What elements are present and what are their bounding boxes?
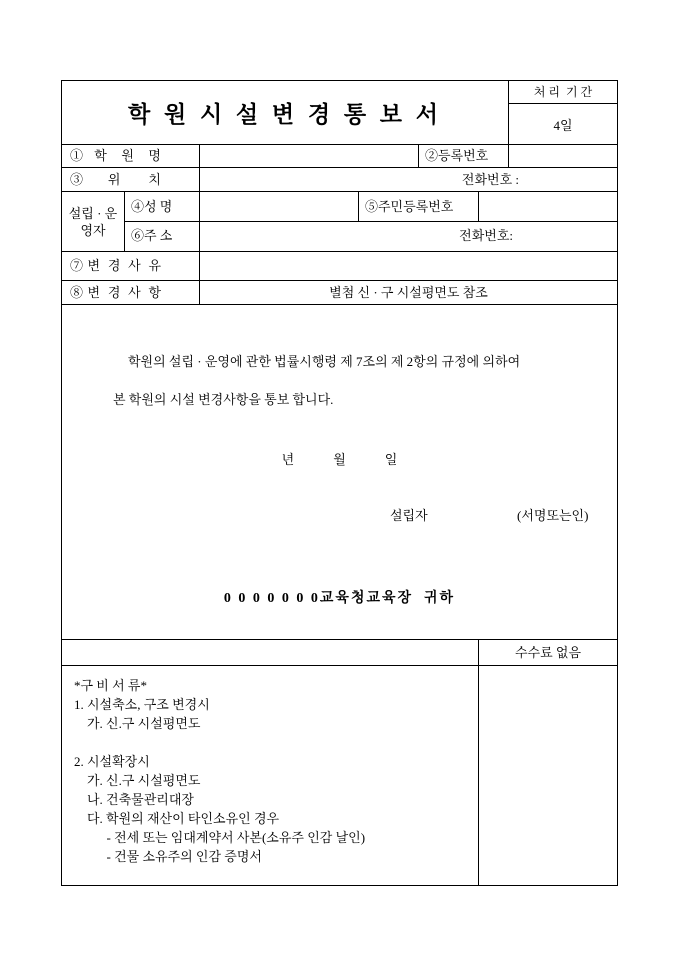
fee-row: [62, 640, 617, 666]
required-documents-list: [62, 666, 479, 885]
registration-no-value-cell: [509, 145, 617, 167]
doc-line: [74, 733, 474, 752]
form-title: 학 원 시 설 변 경 통 보 서: [62, 81, 509, 144]
location-phone-label: 전화번호 :: [461, 172, 519, 187]
founder-group-label: 설립 · 운영자: [62, 192, 125, 251]
address-phone-label: 전화번호:: [459, 228, 513, 243]
founder-address-row: [125, 222, 617, 251]
founder-name-label: ④성 명: [125, 192, 200, 221]
doc-line: 1. 시설축소, 구조 변경시: [74, 697, 210, 712]
fee-empty-cell: [62, 640, 479, 665]
location-label: ③위 치: [62, 168, 200, 191]
change-reason-label: ⑦변 경 사 유: [62, 252, 200, 280]
processing-time-value: 4일: [553, 117, 573, 133]
change-items-value: 별첨 신 · 구 시설평면도 참조: [329, 285, 488, 300]
processing-time-label: 처 리 기 간: [509, 81, 617, 104]
statement-line-2: 본 학원의 시설 변경사항을 통보 합니다.: [113, 392, 334, 407]
docs-empty-cell: [479, 666, 617, 885]
founder-address-label: ⑥주 소: [125, 222, 200, 251]
doc-line: 나. 건축물관리대장: [74, 792, 194, 807]
date-line: 년 월 일: [281, 452, 398, 467]
doc-line: - 건물 소유주의 인감 증명서: [74, 849, 262, 864]
location-row: [62, 168, 617, 192]
seal-note: (서명또는인): [517, 508, 589, 523]
recipient-line: 0 0 0 0 0 0 0교육청교육장 귀하: [223, 591, 456, 606]
doc-line: 가. 신.구 시설평면도: [74, 773, 201, 788]
header-row: [62, 81, 617, 145]
founder-signature-label: 설립자: [390, 508, 428, 523]
required-documents-section: [62, 666, 617, 885]
doc-line: 다. 학원의 재산이 타인소유인 경우: [74, 811, 280, 826]
founder-fields: [125, 192, 617, 251]
academy-name-value-cell: [200, 145, 419, 167]
resident-no-label: ⑤주민등록번호: [359, 192, 479, 221]
resident-no-value-cell: [479, 192, 617, 221]
change-reason-value-cell: [200, 252, 617, 280]
academy-name-label: ①학 원 명: [62, 145, 200, 167]
change-items-row: [62, 281, 617, 305]
academy-name-row: [62, 145, 617, 168]
change-items-label: ⑧변 경 사 항: [62, 281, 200, 304]
doc-line: - 전세 또는 임대계약서 사본(소유주 인감 날인): [74, 830, 366, 845]
founder-section: [62, 192, 617, 252]
statement-line-1: 학원의 설립 · 운영에 관한 법률시행령 제 7조의 제 2항의 규정에 의하여: [128, 354, 521, 369]
fee-note: 수수료 없음: [514, 645, 582, 660]
change-reason-row: [62, 252, 617, 281]
doc-line: 가. 신.구 시설평면도: [74, 716, 201, 731]
statement-body: [62, 305, 617, 640]
doc-line: 2. 시설확장시: [74, 754, 150, 769]
founder-name-value-cell: [200, 192, 359, 221]
registration-no-label: ②등록번호: [419, 145, 509, 167]
founder-name-row: [125, 192, 617, 222]
required-docs-title: *구 비 서 류*: [74, 678, 147, 693]
form-container: [61, 80, 618, 886]
processing-time-box: [509, 81, 617, 144]
